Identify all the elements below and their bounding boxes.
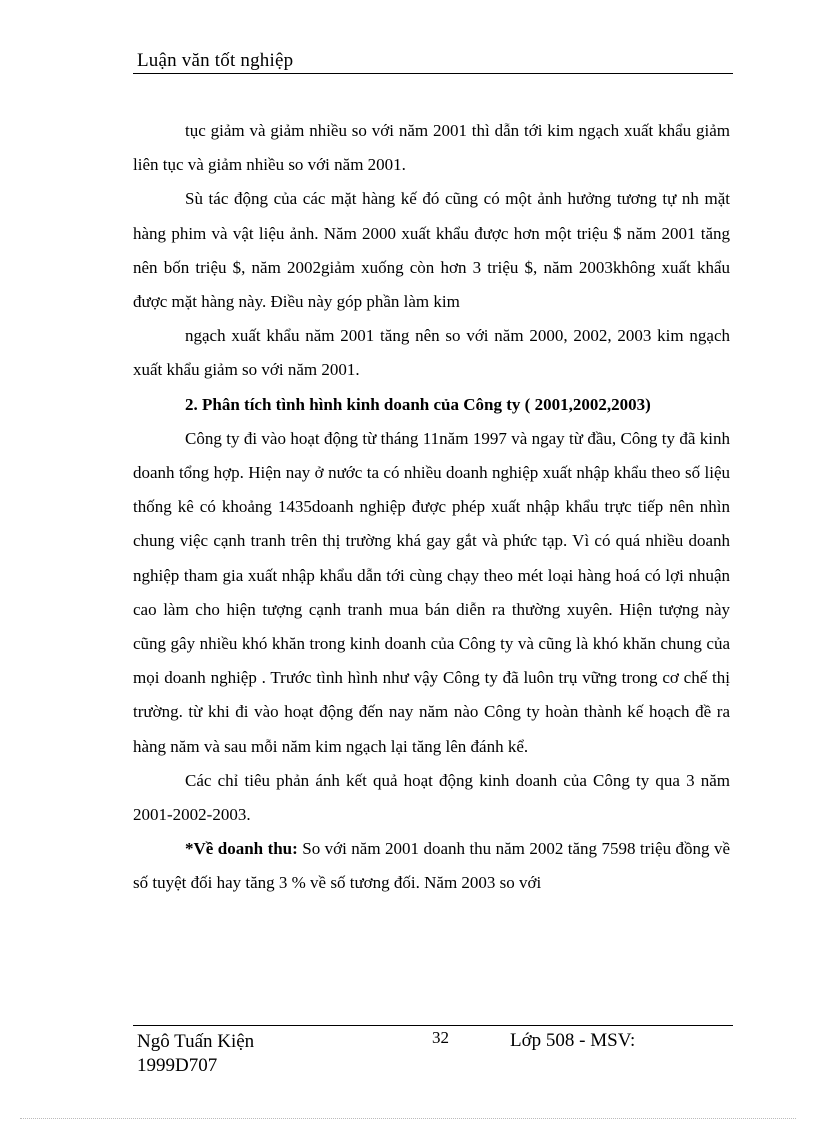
page-number: 32 [432,1028,449,1047]
paragraph-6 [133,832,730,900]
section-heading: 2. Phân tích tình hình kinh doanh của Công ty ( 2001,2002,2003) [185,394,651,414]
footer-author-block [137,1030,254,1078]
paragraph-2: Sù tác động của các mặt hàng kế đó cũng có một ảnh hưởng tương tự nh mặt hàng phim và vật liệu ảnh. Năm 2000 xuất khẩu được hơn một triệu $ năm 2001 tăng nên bốn triệu $, năm 2002giảm xuống còn hơn 3 triệu $, năm 2003không xuất khẩu được mặt hàng này. Điều này góp phần làm kim [133,189,730,312]
paragraph-4: Công ty đi vào hoạt động từ tháng 11năm 1997 và ngay từ đầu, Công ty đã kinh doanh tổng hợp. Hiện nay ở nước ta có nhiều doanh nghiệp xuất nhập khẩu theo số liệu thống kê có khoảng 1435doanh nghiệp được phép xuất nhập khẩu trực tiếp nên nhìn chung việc cạnh tranh trên thị trường khá gay gắt và phức tạp. Vì có quá nhiều doanh nghiệp tham gia xuất nhập khẩu dẫn tới cùng chạy theo mét loại hàng hoá có lợi nhuận cao làm cho hiện tượng cạnh tranh mua bán diễn ra thường xuyên. Hiện tượng này cũng gây nhiều khó khăn trong kinh doanh của Công ty và cũng là khó khăn chung của mọi doanh nghiệp . Trước tình hình như vậy Công ty đã luôn trụ vững trong cơ chế thị trường. từ khi đi vào hoạt động đến nay năm nào Công ty hoàn thành kế hoạch đề ra hàng năm và sau mỗi năm kim ngạch lại tăng lên đánh kể. [133,428,730,756]
paragraph-3: ngạch xuất khẩu năm 2001 tăng nên so với năm 2000, 2002, 2003 kim ngạch xuất khẩu giảm so với năm 2001. [133,326,730,380]
paragraph-5: Các chỉ tiêu phản ánh kết quả hoạt động kinh doanh của Công ty qua 3 năm 2001-2002-2003. [133,770,730,825]
revenue-label: *Về doanh thu: [185,839,298,859]
document-body [133,114,730,901]
page-bottom-divider [20,1118,796,1119]
footer-rule [133,1025,733,1026]
footer-author: Ngô Tuấn Kiện [137,1031,255,1052]
footer-class-info: Lớp 508 - MSV: [510,1030,636,1051]
paragraph-6-text: So với năm 2001 doanh thu năm 2002 tăng 7598 triệu đồng về số tuyệt đối hay tăng 3 % về số tương đối. Năm 2003 so với [133,839,730,893]
header-rule [133,73,733,74]
paragraph-1: tục giảm và giảm nhiều so với năm 2001 thì dẫn tới kim ngạch xuất khẩu giảm liên tục và giảm nhiều so với năm 2001. [133,121,730,175]
running-header-title: Luận văn tốt nghiệp [137,50,294,71]
footer-student-id: 1999D707 [137,1055,218,1076]
